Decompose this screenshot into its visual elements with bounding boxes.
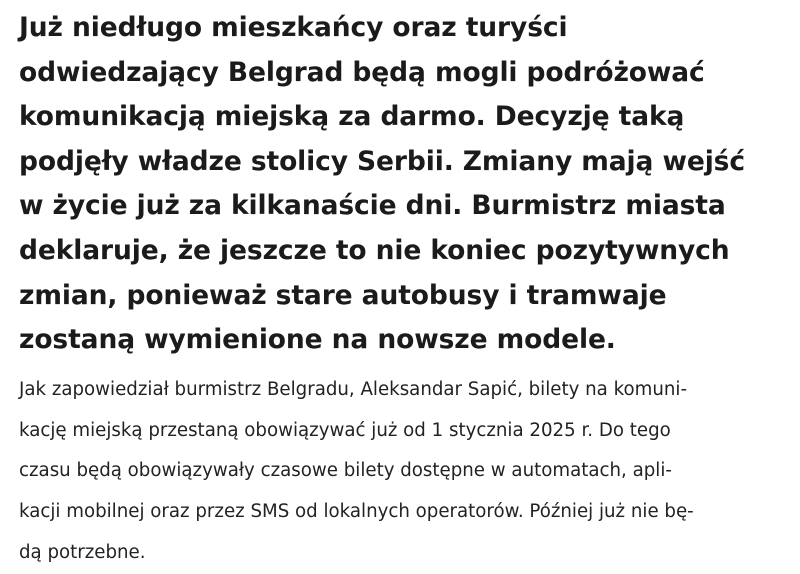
lead-line: Już niedługo mieszkańcy oraz turyści [19,12,568,43]
body-line: kacji mobilnej oraz przez SMS od lokalnych operatorów. Później już nie bę- [19,501,694,523]
article-lead [19,0,781,363]
body-line: dą potrzebne. [19,541,146,563]
body-line: czasu będą obowiązywały czasowe bilety dostępne w automatach, apli- [19,460,672,482]
lead-line: zmian, ponieważ stare autobusy i tramwaje [19,279,667,311]
lead-line: w życie już za kilkanaście dni. Burmistrz miasta [19,190,726,222]
article-body-paragraph [19,370,694,574]
lead-line: komunikacją miejską za darmo. Decyzję taką [19,101,685,133]
body-line: Jak zapowiedział burmistrz Belgradu, Aleksandar Sapić, bilety na komuni- [19,379,688,400]
lead-line: odwiedzający Belgrad będą mogli podróżować [19,56,705,88]
body-line: kację miejską przestaną obowiązywać już od 1 stycznia 2025 r. Do tego [19,419,671,441]
lead-line: podjęły władze stolicy Serbii. Zmiany mają wejść [19,145,745,177]
article [19,0,781,563]
lead-line: deklaruje, że jeszcze to nie koniec pozytywnych [19,234,730,266]
lead-line: zostaną wymienione na nowsze modele. [19,324,616,356]
